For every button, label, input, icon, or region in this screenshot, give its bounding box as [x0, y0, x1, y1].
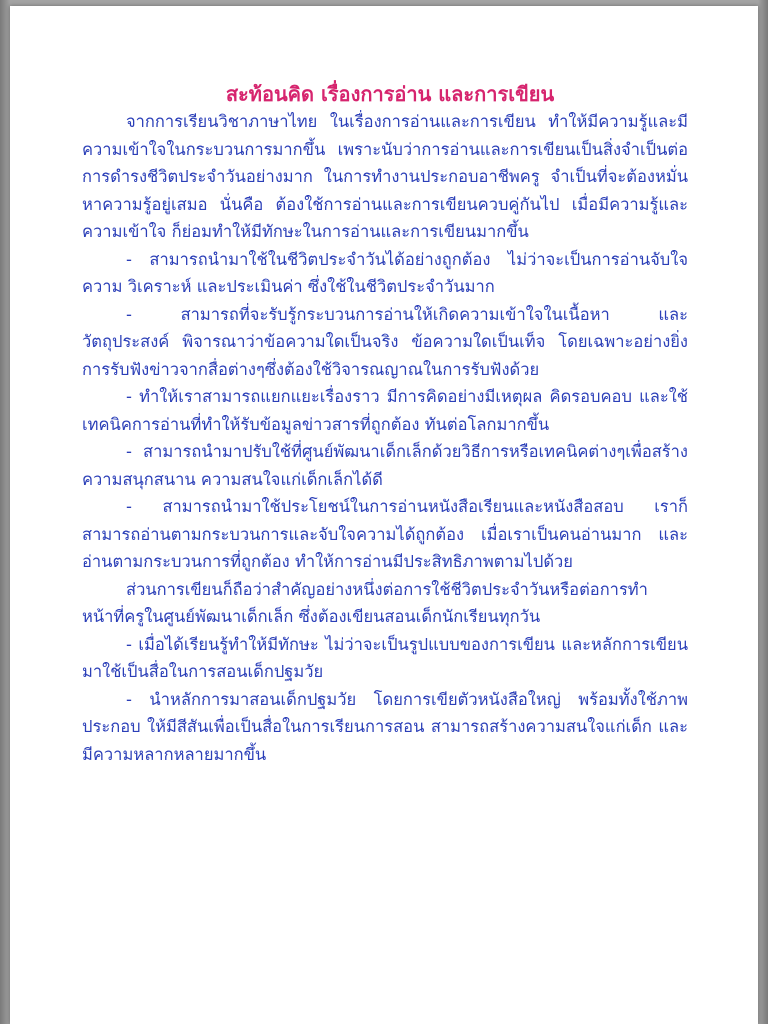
reading-point: - ทำให้เราสามารถแยกแยะเรื่องราว มีการคิดอย่างมีเหตุผล คิดรอบคอบ และใช้เทคนิคการอ่านที่ทำให้รับข้อมูลข่าวสารที่ถูกต้อง ทันต่อโลกมากขึ้น [82, 387, 688, 434]
document-page [10, 6, 758, 1024]
writing-point: - เมื่อได้เรียนรู้ทำให้มีทักษะ ไม่ว่าจะเป็นรูปแบบของการเขียน และหลักการเขียนมาใช้เป็นสื่อในการสอนเด็กปฐมวัย [82, 634, 688, 681]
reading-point: - สามารถนำมาใช้ในชีวิตประจำวันได้อย่างถูกต้อง ไม่ว่าจะเป็นการอ่านจับใจความ วิเคราะห์ และประเมินค่า ซึ่งใช้ในชีวิตประจำวันมาก [82, 249, 688, 296]
intro-paragraph: จากการเรียนวิชาภาษาไทย ในเรื่องการอ่านและการเขียน ทำให้มีความรู้และมีความเข้าใจในกระบวนการมากขึ้น เพราะนับว่าการอ่านและการเขียนเป็นสิ่งจำเป็นต่อการดำรงชีวิตประจำวันอย่างมาก ในการทำงานประกอบอาชีพครู จำเป็นที่จะต้องหมั่นหาความรู้อยู่เสมอ นั่นคือ ต้องใช้การอ่านและการเขียนควบคู่กันไป เมื่อมีความรู้และความเข้าใจ ก็ย่อมทำให้มีทักษะในการอ่านและการเขียนมากขึ้น [82, 112, 688, 241]
reading-point: - สามารถที่จะรับรู้กระบวนการอ่านให้เกิดความเข้าใจในเนื้อหา และวัตถุประสงค์ พิจารณาว่าข้อความใดเป็นจริง ข้อความใดเป็นเท็จ โดยเฉพาะอย่างยิ่งการรับฟังข่าวจากสื่อต่างๆซึ่งต้องใช้วิจารณญาณในการรับฟังด้วย [82, 304, 688, 379]
reading-point: - สามารถนำมาปรับใช้ที่ศูนย์พัฒนาเด็กเล็กด้วยวิธีการหรือเทคนิคต่างๆเพื่อสร้างความสนุกสนาน ความสนใจแก่เด็กเล็กได้ดี [82, 442, 688, 489]
document-content [82, 80, 688, 768]
reading-point: - สามารถนำมาใช้ประโยชน์ในการอ่านหนังสือเรียนและหนังสือสอบ เราก็สามารถอ่านตามกระบวนการและจับใจความได้ถูกต้อง เมื่อเราเป็นคนอ่านมาก และอ่านตามกระบวนการที่ถูกต้อง ทำให้การอ่านมีประสิทธิภาพตามไปด้วย [82, 497, 688, 571]
writing-point: - นำหลักการมาสอนเด็กปฐมวัย โดยการเขียตัวหนังสือใหญ่ พร้อมทั้งใช้ภาพประกอบ ให้มีสีสันเพื่อเป็นสื่อในการเรียนการสอน สามารถสร้างความสนใจแก่เด็ก และมีความหลากหลายมากขึ้น [82, 689, 688, 764]
document-title: สะท้อนคิด เรื่องการอ่าน และการเขียน [225, 82, 555, 106]
writing-intro-paragraph: ส่วนการเขียนก็ถือว่าสำคัญอย่างหนึ่งต่อการใช้ชีวิตประจำวันหรือต่อการทำหน้าที่ครูในศูนย์พัฒนาเด็กเล็ก ซึ่งต้องเขียนสอนเด็กนักเรียนทุกวัน [82, 579, 648, 626]
